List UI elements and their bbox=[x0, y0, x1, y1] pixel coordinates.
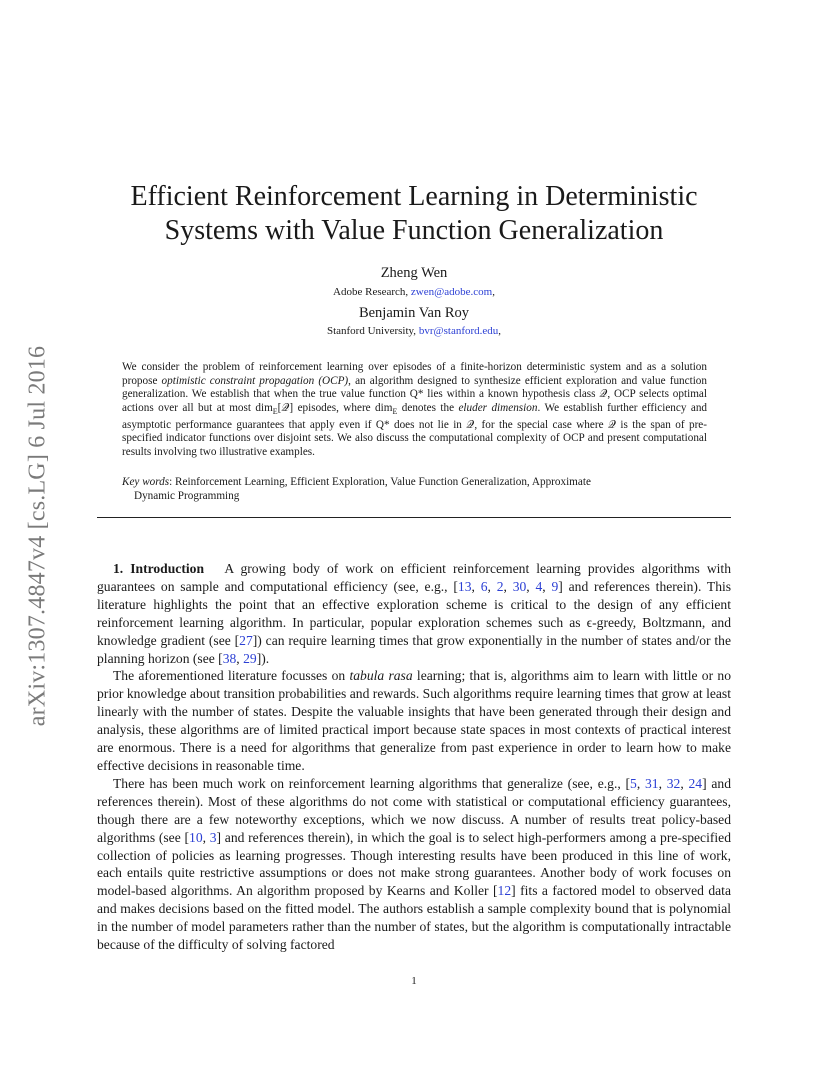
abstract-text: . We establish further efficiency and asymptotic performance guarantees that apply even if Q* does not lie in 𝒬, for the special case where 𝒬 is the span of pre-specified indicator functions over disjoint sets. We also discuss the computational complexity of OCP and present computational results involving two illustrative examples. bbox=[122, 401, 708, 458]
text: A growing body of work on efficient reinforcement learning provides algorithms with guarantees on sample and computational efficiency (see, e.g., [ bbox=[97, 561, 731, 594]
text: ]). bbox=[256, 650, 270, 666]
keywords bbox=[122, 476, 707, 503]
abstract-emphasis: eluder dimension bbox=[458, 401, 538, 414]
text: There has been much work on reinforcement learning algorithms that generalize (see, e.g., [ bbox=[113, 775, 631, 791]
abstract-text: , an algorithm designed to synthesize efficient exploration and value function generalization. We establish that when the true value function Q* lies within a known hypothesis class 𝒬, OCP selects optimal actions over all but at most dim bbox=[122, 374, 707, 414]
emphasis: tabula rasa bbox=[349, 668, 413, 684]
affiliation-text: Adobe Research, bbox=[333, 286, 409, 298]
text: The aforementioned literature focusses on bbox=[113, 668, 350, 684]
citation-link[interactable]: 29 bbox=[243, 650, 257, 666]
citation-link[interactable]: 13 bbox=[457, 578, 472, 594]
text: learning; that is, algorithms aim to learn with little or no prior knowledge about transition probabilities and rewards. Such algorithms require learning times that grow at least linearly with the number of states. Despite the valuable insights that have been generated through their design and analysis, these algorithms are of limited practical import because state spaces in most contexts of practical interest are enormous. There is a need for algorithms that generalize from past experience in order to learn how to make effective decisions in reasonable time. bbox=[97, 668, 731, 773]
title-line-1: Efficient Reinforcement Learning in Deterministic bbox=[130, 181, 698, 212]
section-divider bbox=[97, 517, 731, 518]
title-line-2: Systems with Value Function Generalization bbox=[164, 215, 664, 246]
keywords-line-2: Dynamic Programming bbox=[134, 489, 240, 502]
author-affiliation bbox=[0, 325, 828, 337]
paper-title bbox=[0, 180, 828, 248]
abstract-text: [𝒬] episodes, where dim bbox=[277, 401, 393, 414]
citation-link[interactable]: 10 bbox=[189, 829, 203, 845]
citation-link[interactable]: 30 bbox=[512, 578, 527, 594]
abstract-emphasis: optimistic constraint propagation (OCP) bbox=[161, 374, 349, 387]
keywords-separator: : bbox=[169, 476, 176, 488]
page-number: 1 bbox=[411, 975, 417, 987]
citation-link[interactable]: 24 bbox=[688, 775, 703, 791]
citation-link[interactable]: 32 bbox=[666, 775, 681, 791]
abstract-subscript: E bbox=[392, 407, 398, 417]
affiliation-trail: , bbox=[498, 325, 502, 337]
citation-link[interactable]: 31 bbox=[644, 775, 659, 791]
citation-link[interactable]: 4 bbox=[535, 578, 543, 594]
citation-link[interactable]: 6 bbox=[480, 578, 488, 594]
section-heading: 1. Introduction bbox=[113, 561, 204, 576]
citation-link[interactable]: 2 bbox=[496, 578, 504, 594]
affiliation-text: Stanford University, bbox=[326, 325, 417, 337]
citation-link[interactable]: 5 bbox=[630, 775, 637, 791]
citation-link[interactable]: 38 bbox=[222, 650, 237, 666]
paragraph bbox=[97, 667, 731, 774]
citation-link[interactable]: 12 bbox=[497, 883, 512, 899]
citation-link[interactable]: 27 bbox=[239, 632, 253, 648]
abstract-text: We consider the problem of reinforcement learning over episodes of a finite-horizon deterministic system and as a solution propose bbox=[122, 361, 707, 387]
arxiv-identifier-stamp: arXiv:1307.4847v4 [cs.LG] 6 Jul 2016 bbox=[24, 345, 51, 727]
author-email-link[interactable]: zwen@adobe.com bbox=[410, 286, 493, 298]
author-name: Zheng Wen bbox=[380, 265, 448, 281]
text: ] and references therein), in which the goal is to select high-performers among a pre-specified collection of policies as learning progresses. Though interesting results have been produced in this line of work, each entails quite restrictive assumptions or does not make strong guarantees. Another body of work focuses on model-based algorithms. An algorithm proposed by Kearns and Koller [ bbox=[97, 829, 732, 899]
keywords-label: Key words bbox=[122, 476, 170, 488]
abstract bbox=[122, 361, 707, 459]
body-text bbox=[97, 560, 731, 954]
abstract-subscript: E bbox=[272, 407, 278, 417]
paragraph: There has been much work on reinforcement learning algorithms that generalize (see, e.g., [5, 31, 32, 24] and references therein). Most of these algorithms do not come with statistical or computational efficiency guarantees, though there are a few noteworthy exceptions, which we now discuss. A number of results treat policy-based algorithms (see [10, 3] and references therein), in which the goal is to select high-performers among a pre-specified collection of policies as learning progresses. Though interesting results have been produced in this line of work, each entails quite restrictive assumptions or does not make strong guarantees. Another body of work focuses on model-based algorithms. An algorithm proposed by Kearns and Koller [12] fits a factored model to observed data and makes decisions based on the fitted model. The authors establish a sample complexity bound that is polynomial in the number of model parameters rather than the number of states, but the algorithm is computationally intractable because of the difficulty of solving factored bbox=[97, 775, 732, 953]
text: ]) can require learning times that grow exponentially in the number of states and/or the planning horizon (see [ bbox=[97, 632, 731, 666]
citation-link[interactable]: 9 bbox=[551, 578, 559, 594]
citation-link[interactable]: 3 bbox=[209, 829, 217, 845]
text: ] and references therein). Most of these algorithms do not come with statistical or computational efficiency guarantees, though there are a few noteworthy exceptions, which we now discuss. A number of results treat policy-based algorithms (see [ bbox=[97, 775, 731, 845]
author-name: Benjamin Van Roy bbox=[358, 305, 470, 321]
keywords-line-1: Reinforcement Learning, Efficient Exploration, Value Function Generalization, Approximate bbox=[175, 476, 591, 488]
author-email-link[interactable]: bvr@stanford.edu bbox=[418, 325, 499, 337]
text: ] and references therein). This literature highlights the point that an effective exploration scheme is critical to the design of any efficient reinforcement learning algorithm. In particular, popular exploration schemes such as ϵ-greedy, Boltzmann, and knowledge gradient (see [ bbox=[97, 578, 732, 648]
abstract-text: denotes the bbox=[397, 401, 459, 414]
author-affiliation bbox=[0, 286, 828, 298]
text: ] fits a factored model to observed data and makes decisions based on the fitted model. The authors establish a sample complexity bound that is polynomial in the number of model parameters rather than the number of states, but the algorithm is computationally intractable because of the difficulty of solving factored bbox=[97, 883, 731, 953]
affiliation-trail: , bbox=[492, 286, 495, 298]
paragraph: 1. Introduction A growing body of work on efficient reinforcement learning provides algorithms with guarantees on sample and computational efficiency (see, e.g., [13, 6, 2, 30, 4, 9] and references therein). This literature highlights the point that an effective exploration scheme is critical to the design of any efficient reinforcement learning algorithm. In particular, popular exploration schemes such as ϵ-greedy, Boltzmann, and knowledge gradient (see [27]) can require learning times that grow exponentially in the number of states and/or the planning horizon (see [38, 29]). bbox=[97, 561, 732, 666]
